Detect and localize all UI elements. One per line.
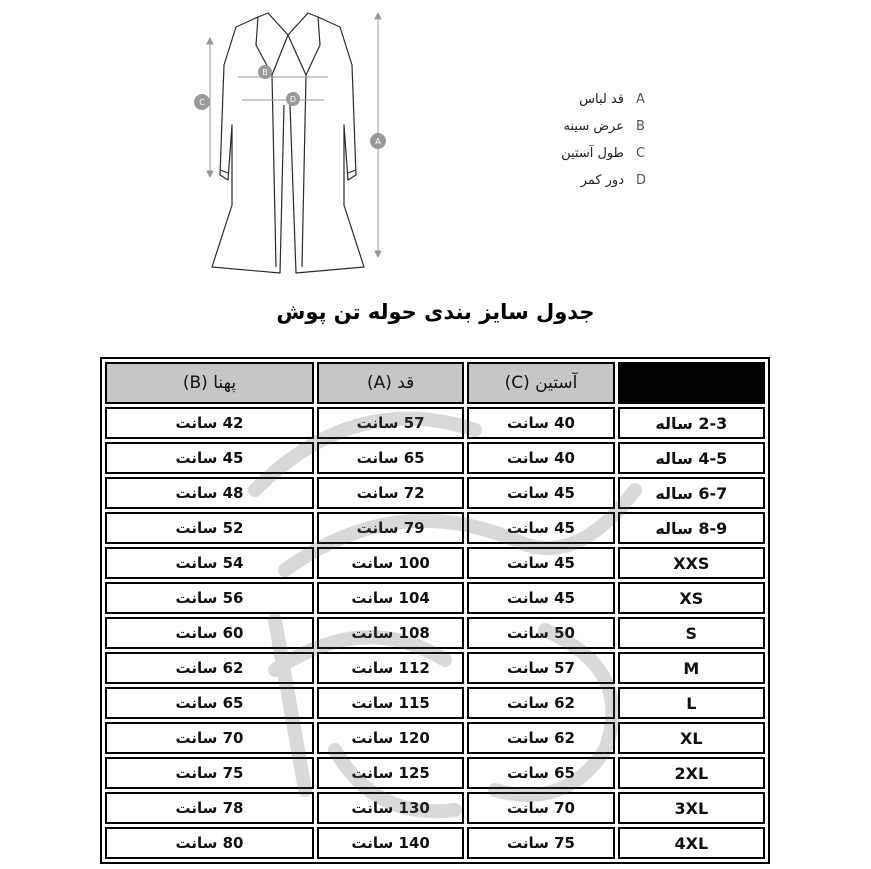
table-row <box>105 407 765 439</box>
width-cell: 42 سانت <box>105 407 314 439</box>
table-row <box>105 442 765 474</box>
legend-row-b <box>520 113 650 140</box>
legend-row-d <box>520 167 650 194</box>
width-cell: 62 سانت <box>105 652 314 684</box>
sleeve-cell: 40 سانت <box>467 442 614 474</box>
header-sleeve: آستین (C) <box>467 362 614 404</box>
sleeve-cell: 45 سانت <box>467 547 614 579</box>
legend-row-c <box>520 140 650 167</box>
legend-label: عرض سینه <box>563 119 624 134</box>
size-table <box>100 357 770 864</box>
length-cell: 140 سانت <box>317 827 464 859</box>
table-row <box>105 792 765 824</box>
length-cell: 120 سانت <box>317 722 464 754</box>
legend-letter: C <box>636 146 646 161</box>
size-cell: XL <box>618 722 765 754</box>
length-cell: 115 سانت <box>317 687 464 719</box>
table-row <box>105 582 765 614</box>
marker-b: B <box>262 68 268 77</box>
sleeve-cell: 70 سانت <box>467 792 614 824</box>
length-cell: 104 سانت <box>317 582 464 614</box>
size-cell: S <box>618 617 765 649</box>
header-size <box>618 362 765 404</box>
legend-label: طول آستین <box>561 146 624 161</box>
size-cell: XXS <box>618 547 765 579</box>
width-cell: 45 سانت <box>105 442 314 474</box>
table-row <box>105 722 765 754</box>
legend-letter: D <box>636 173 647 188</box>
width-cell: 80 سانت <box>105 827 314 859</box>
size-cell: XS <box>618 582 765 614</box>
legend-label: دور کمر <box>580 173 624 188</box>
length-cell: 72 سانت <box>317 477 464 509</box>
length-cell: 79 سانت <box>317 512 464 544</box>
table-row <box>105 617 765 649</box>
size-cell: 3XL <box>618 792 765 824</box>
sleeve-cell: 75 سانت <box>467 827 614 859</box>
table-header-row <box>105 362 765 404</box>
size-cell: M <box>618 652 765 684</box>
legend-row-a <box>520 86 650 113</box>
width-cell: 52 سانت <box>105 512 314 544</box>
size-cell: 6-7 ساله <box>618 477 765 509</box>
marker-a: A <box>375 137 381 146</box>
sleeve-cell: 45 سانت <box>467 512 614 544</box>
length-cell: 65 سانت <box>317 442 464 474</box>
size-cell: L <box>618 687 765 719</box>
width-cell: 56 سانت <box>105 582 314 614</box>
size-cell: 8-9 ساله <box>618 512 765 544</box>
size-cell: 4XL <box>618 827 765 859</box>
sleeve-cell: 45 سانت <box>467 582 614 614</box>
sleeve-cell: 57 سانت <box>467 652 614 684</box>
table-row <box>105 827 765 859</box>
size-cell: 2-3 ساله <box>618 407 765 439</box>
width-cell: 54 سانت <box>105 547 314 579</box>
size-cell: 2XL <box>618 757 765 789</box>
length-cell: 130 سانت <box>317 792 464 824</box>
header-length: قد (A) <box>317 362 464 404</box>
width-cell: 48 سانت <box>105 477 314 509</box>
sleeve-cell: 62 سانت <box>467 722 614 754</box>
sleeve-cell: 65 سانت <box>467 757 614 789</box>
table-row <box>105 477 765 509</box>
length-cell: 100 سانت <box>317 547 464 579</box>
length-cell: 125 سانت <box>317 757 464 789</box>
sleeve-cell: 45 سانت <box>467 477 614 509</box>
table-row <box>105 547 765 579</box>
width-cell: 70 سانت <box>105 722 314 754</box>
sleeve-cell: 40 سانت <box>467 407 614 439</box>
legend-letter: A <box>636 92 645 107</box>
table-row <box>105 512 765 544</box>
legend-label: قد لباس <box>579 92 624 107</box>
marker-d: D <box>289 95 297 104</box>
width-cell: 75 سانت <box>105 757 314 789</box>
length-cell: 57 سانت <box>317 407 464 439</box>
table-row <box>105 757 765 789</box>
sleeve-cell: 62 سانت <box>467 687 614 719</box>
legend-letter: B <box>636 119 645 134</box>
width-cell: 60 سانت <box>105 617 314 649</box>
length-cell: 112 سانت <box>317 652 464 684</box>
sleeve-cell: 50 سانت <box>467 617 614 649</box>
size-cell: 4-5 ساله <box>618 442 765 474</box>
marker-c: C <box>199 98 205 107</box>
header-width: پهنا (B) <box>105 362 314 404</box>
page-title: جدول سایز بندی حوله تن پوش <box>276 300 595 324</box>
length-cell: 108 سانت <box>317 617 464 649</box>
table-row <box>105 687 765 719</box>
table-row <box>105 652 765 684</box>
robe-diagram <box>180 5 410 280</box>
width-cell: 65 سانت <box>105 687 314 719</box>
measurement-legend <box>520 86 650 194</box>
width-cell: 78 سانت <box>105 792 314 824</box>
